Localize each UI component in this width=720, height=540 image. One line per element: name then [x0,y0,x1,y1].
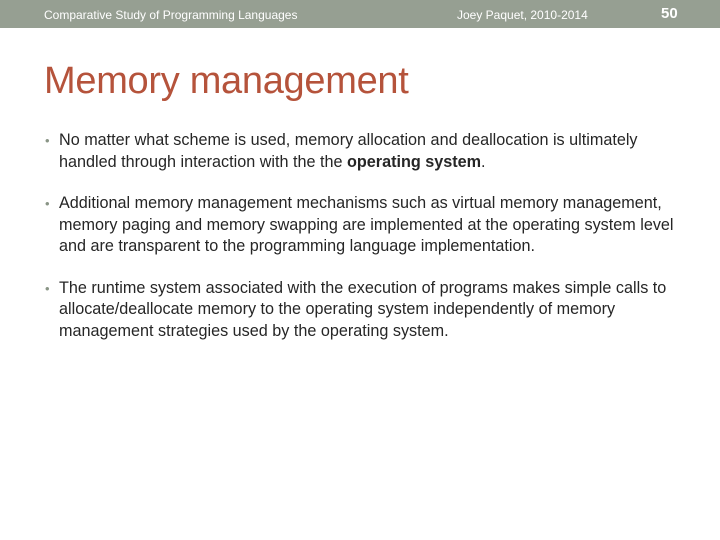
bullet-item [44,193,684,258]
bullet-icon: • [45,133,50,148]
author-years: Joey Paquet, 2010-2014 [457,8,588,22]
bullet-icon: • [45,280,50,296]
bullet-icon: • [45,196,50,211]
bullet-item [44,278,684,343]
bullet-item [44,130,684,173]
slide-title: Memory management [44,60,409,102]
bullet-text: Additional memory management mechanisms such as virtual memory management, memory paging and memory swapping are implemented at the operating system level and are transparent to the programming language implementation. [59,194,674,255]
bullet-list [44,130,684,342]
page-number: 50 [661,5,678,22]
bullet-text: The runtime system associated with the execution of programs makes simple calls to allocate/deallocate memory to the operating system independently of memory management strategies used by the operating system. [59,278,667,340]
bullet-text: No matter what scheme is used, memory allocation and deallocation is ultimately handled through interaction with the the [59,131,638,171]
bullet-text-end: . [481,152,486,171]
course-title: Comparative Study of Programming Languages [44,8,298,22]
bullet-emphasis: operating system [346,152,482,171]
slide-header-bar [0,0,720,28]
